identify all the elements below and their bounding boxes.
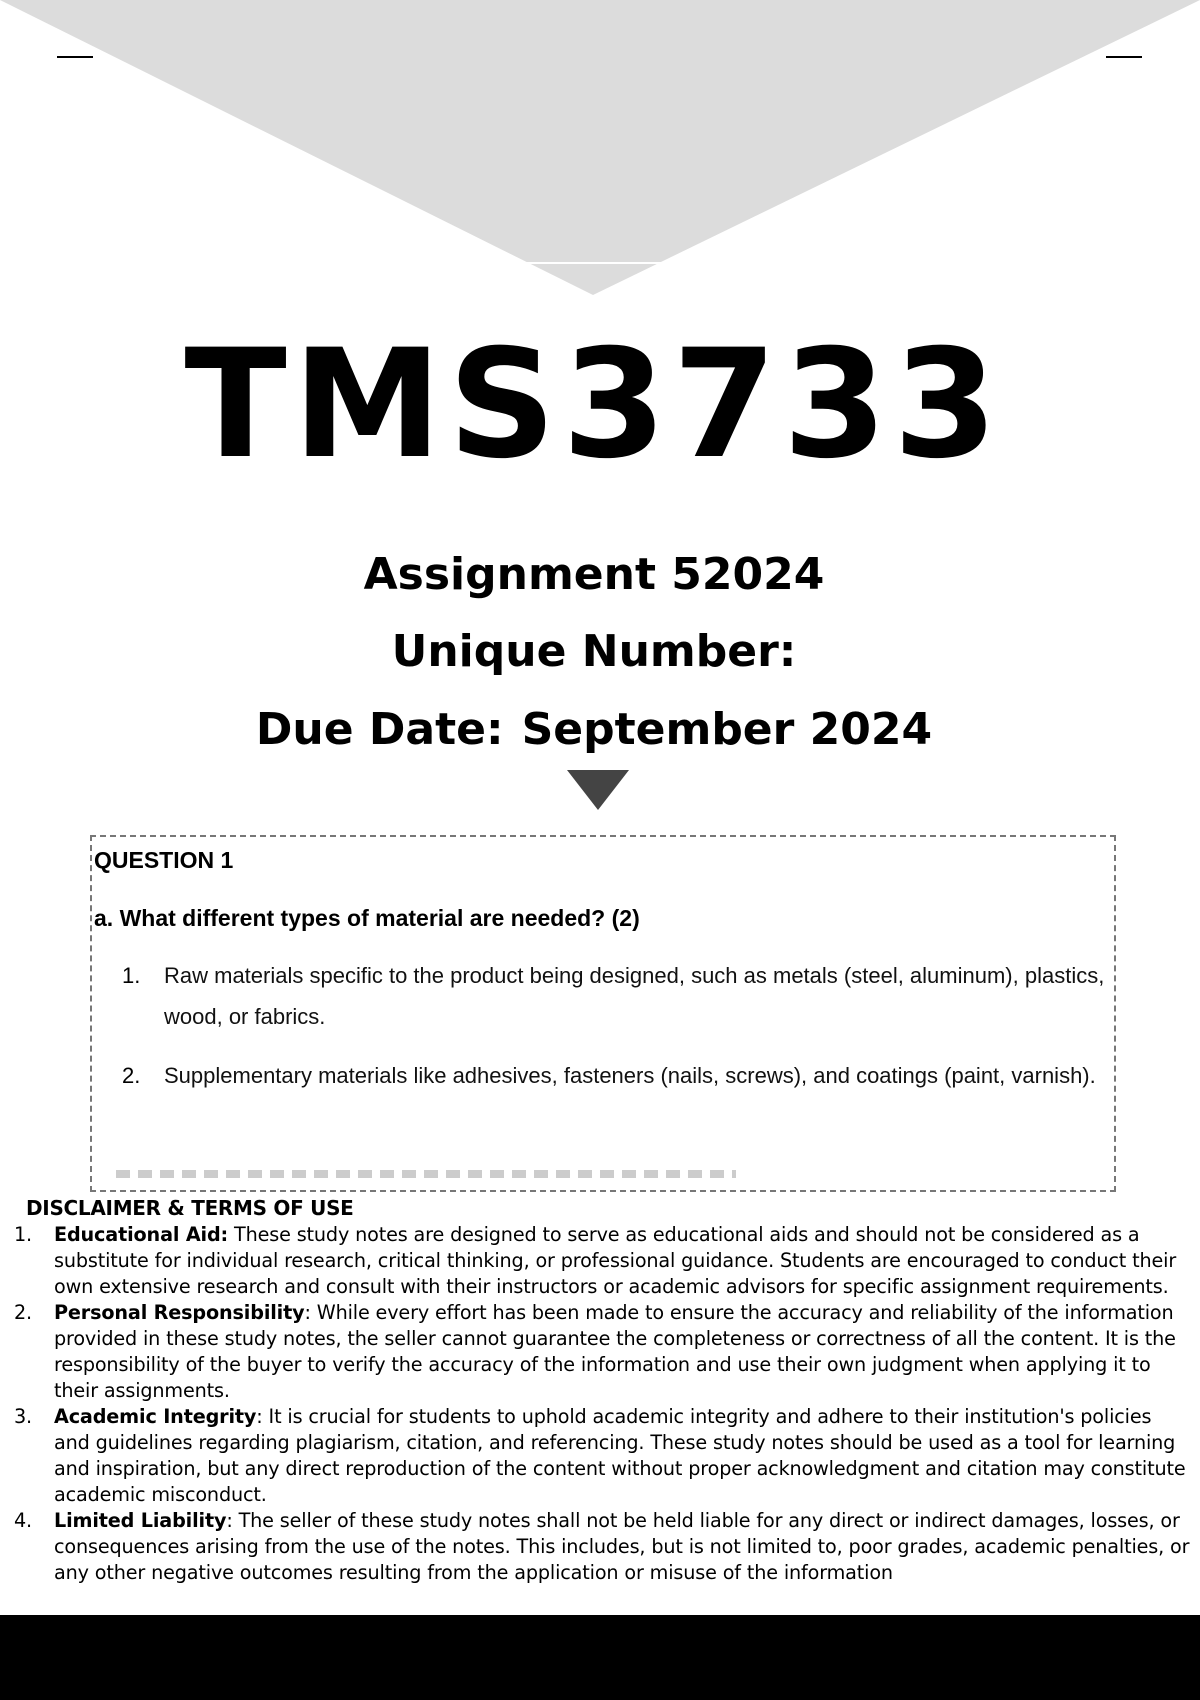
list-text [54, 1508, 1190, 1586]
list-text [54, 1404, 1190, 1508]
truncated-line [116, 1162, 1106, 1182]
list-item [122, 1055, 1106, 1096]
item-heading: Limited Liability [54, 1509, 227, 1532]
item-heading: Personal Responsibility [54, 1301, 305, 1324]
assignment-line: Assignment 52024 [363, 549, 825, 600]
item-heading: Educational Aid: [54, 1223, 229, 1246]
list-text [54, 1300, 1190, 1404]
unique-number-line: Unique Number: [391, 626, 797, 677]
disclaimer-title: DISCLAIMER & TERMS OF USE [26, 1196, 354, 1220]
list-number: 4. [14, 1509, 33, 1532]
item-heading: Academic Integrity [54, 1405, 257, 1428]
list-number: 1. [122, 963, 141, 988]
chevron-banner [0, 0, 1200, 300]
list-number: 1. [14, 1223, 33, 1246]
question-a: a. What different types of material are needed? (2) [94, 905, 640, 931]
question-title: QUESTION 1 [94, 847, 234, 873]
list-item [14, 1300, 1190, 1404]
course-code-title: TMS3733 [184, 318, 1004, 492]
item-body: : The seller of these study notes shall not be held liable for any direct or indirect damages, losses, or consequences arising from the use of the notes. This includes, but is not limited to, poor grades, academic penalties, or any other negative outcomes resulting from the application or misuse of the information [54, 1509, 1190, 1584]
due-date-line [0, 705, 1188, 755]
item-body: These study notes are designed to serve as educational aids and should not be considered as a substitute for individual research, critical thinking, or professional guidance. Students are encouraged to conduct their own extensive research and consult with their instructors or academic advisors for specific assignment requirements. [54, 1223, 1177, 1298]
disclaimer-list [14, 1222, 1190, 1586]
bottom-black-bar [0, 1615, 1200, 1700]
list-text: Raw materials specific to the product being designed, such as metals (steel, aluminum), plastics, wood, or fabrics. [164, 963, 1105, 1029]
list-number: 2. [14, 1301, 33, 1324]
due-date-value: September 2024 [521, 704, 933, 755]
list-text [54, 1222, 1190, 1300]
down-arrow-icon [567, 770, 629, 810]
due-date-label: Due Date: [255, 704, 504, 755]
content-preview-box [90, 835, 1116, 1192]
list-number: 3. [14, 1405, 33, 1428]
list-item [122, 955, 1106, 1037]
item-body: : It is crucial for students to uphold academic integrity and adhere to their institution's policies and guidelines regarding plagiarism, citation, and referencing. These study notes should be used as a tool for learning and inspiration, but any direct reproduction of the content without proper acknowledgment and citation may constitute academic misconduct. [54, 1405, 1186, 1506]
list-item [14, 1508, 1190, 1586]
list-number: 2. [122, 1063, 141, 1088]
list-item [14, 1404, 1190, 1508]
list-item [14, 1222, 1190, 1300]
item-body: : While every effort has been made to ensure the accuracy and reliability of the information provided in these study notes, the seller cannot guarantee the completeness or correctness of all the content. It is the responsibility of the buyer to verify the accuracy of the information and use their own judgment when applying it to their assignments. [54, 1301, 1176, 1402]
corner-line-left [57, 56, 93, 58]
answer-list [122, 955, 1106, 1114]
corner-line-right [1106, 56, 1142, 58]
list-text: Supplementary materials like adhesives, fasteners (nails, screws), and coatings (paint, varnish). [164, 1063, 1096, 1088]
